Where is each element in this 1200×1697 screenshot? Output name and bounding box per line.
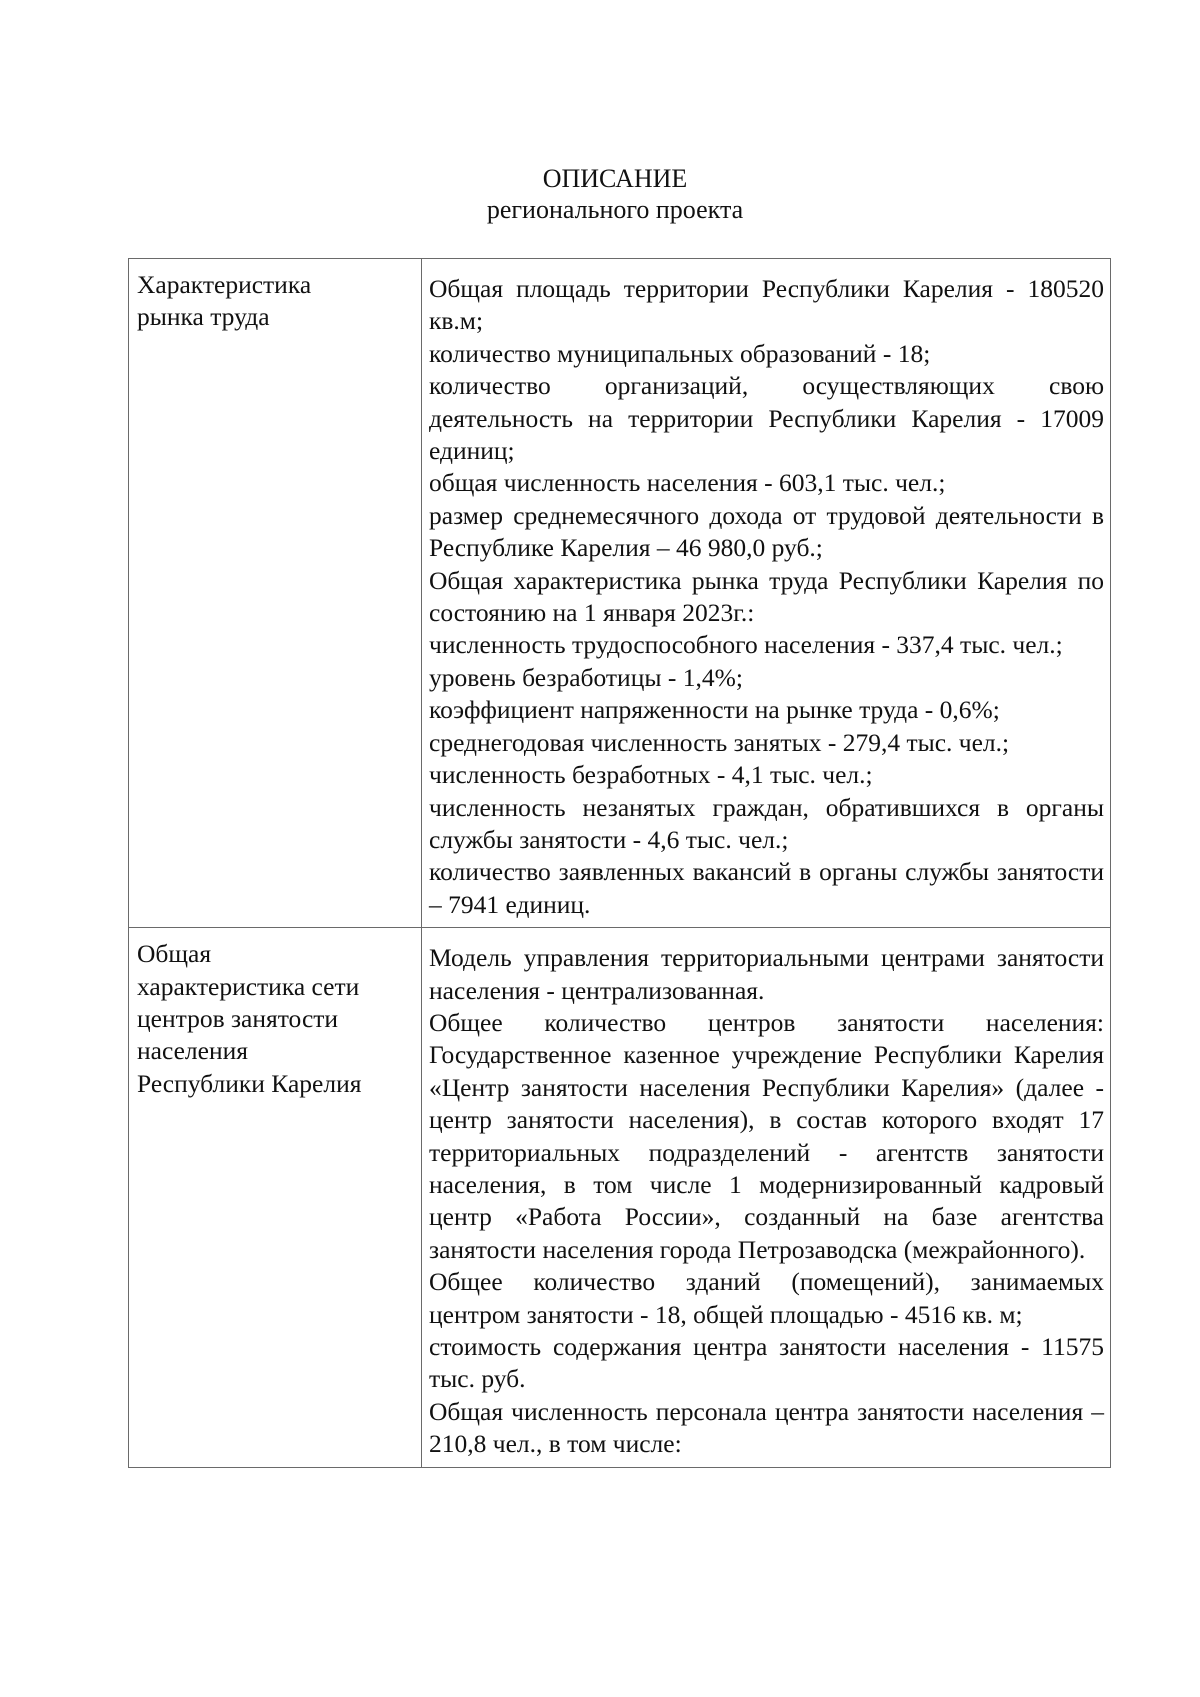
value-paragraph: Общая характеристика рынка труда Республики Карелия по состоянию на 1 января 2023г.: — [429, 565, 1104, 628]
document-title: ОПИСАНИЕ — [542, 164, 688, 193]
row-label-line: характеристика сети — [137, 971, 360, 1001]
value-paragraph: коэффициент напряженности на рынке труда - 0,6%; — [429, 695, 1000, 725]
row-label-line: Республики Карелия — [137, 1068, 362, 1098]
value-paragraph: количество заявленных вакансий в органы службы занятости – 7941 единиц. — [429, 857, 1104, 919]
row-label-line: населения — [137, 1036, 248, 1066]
table-row-employment-centers — [129, 928, 1111, 1468]
value-paragraph: численность трудоспособного населения - 337,4 тыс. чел.; — [429, 630, 1063, 660]
row-label-line: Характеристика — [137, 270, 312, 299]
value-paragraph: количество организаций, осуществляющих свою деятельность на территории Республики Карелия - 17009 единиц; — [429, 371, 1104, 466]
value-paragraph: уровень безработицы - 1,4%; — [429, 662, 743, 692]
value-paragraph: стоимость содержания центра занятости населения - 11575 тыс. руб. — [429, 1332, 1104, 1394]
value-paragraph: численность незанятых граждан, обратившихся в органы службы занятости - 4,6 тыс. чел.; — [429, 792, 1104, 854]
project-description-table — [128, 258, 1111, 1468]
row-label-line: рынка труда — [137, 302, 270, 332]
value-paragraph: Общая численность персонала центра занятости населения – 210,8 чел., в том числе: — [429, 1396, 1104, 1459]
row-label-line: центров занятости — [137, 1003, 339, 1033]
row-label-employment-centers — [129, 928, 422, 1468]
row-value-employment-centers — [422, 928, 1111, 1468]
value-paragraph: Общее количество центров занятости населения: Государственное казенное учреждение Республики Карелия «Центр занятости населения Республики Карелия» (далее - центр занятости населения), в состав которого входят 17 территориальных подразделений - агентств занятости населения, в том числе 1 модернизированный кадровый центр «Работа России», созданный на базе агентства занятости населения города Петрозаводска (межрайонного). — [429, 1007, 1104, 1264]
row-value-labor-market — [422, 259, 1111, 928]
value-paragraph: Общая площадь территории Республики Карелия - 180520 кв.м; — [429, 274, 1104, 336]
value-paragraph: численность безработных - 4,1 тыс. чел.; — [429, 760, 873, 790]
table-row-labor-market — [129, 259, 1111, 928]
document-subtitle: регионального проекта — [486, 195, 744, 224]
value-paragraph: Модель управления территориальными центрами занятости населения - централизованная. — [429, 943, 1104, 1005]
row-label-line: Общая — [137, 939, 212, 969]
value-paragraph: Общее количество зданий (помещений), занимаемых центром занятости - 18, общей площадью - 4516 кв. м; — [429, 1267, 1104, 1329]
value-paragraph: общая численность населения - 603,1 тыс. чел.; — [429, 468, 946, 498]
value-paragraph: среднегодовая численность занятых - 279,4 тыс. чел.; — [429, 727, 1010, 757]
value-paragraph: размер среднемесячного дохода от трудовой деятельности в Республике Карелия – 46 980,0 руб.; — [429, 500, 1104, 563]
value-paragraph: количество муниципальных образований - 18; — [429, 338, 931, 368]
row-label-labor-market — [129, 259, 422, 928]
